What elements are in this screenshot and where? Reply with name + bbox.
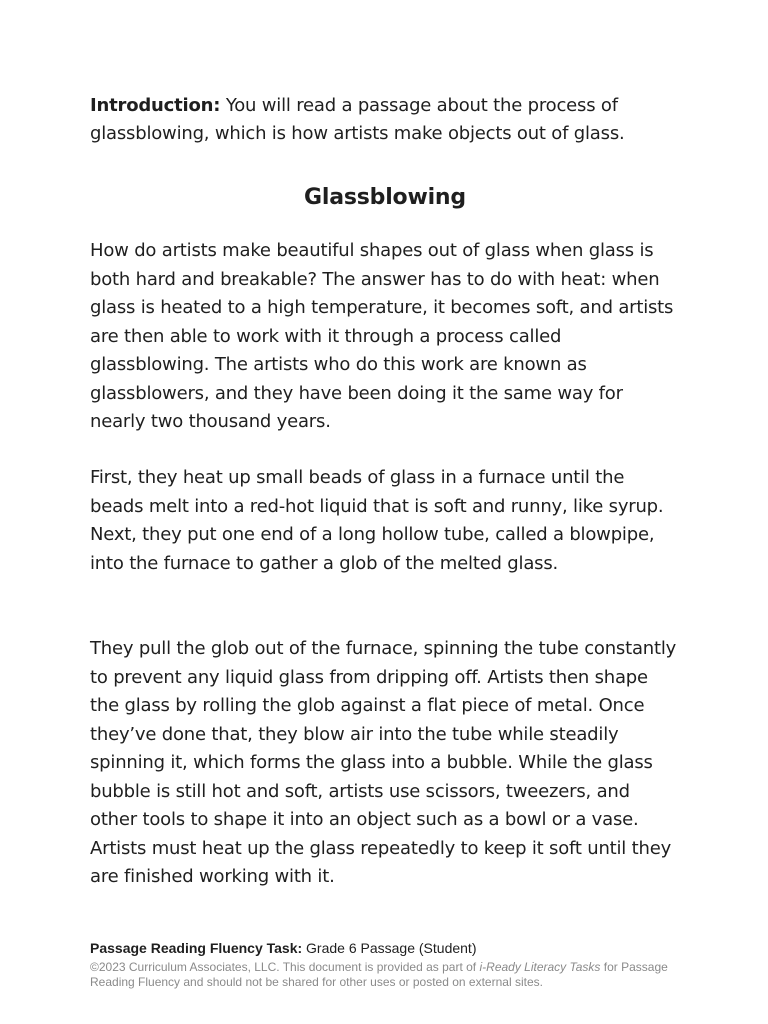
- introduction: [90, 92, 680, 148]
- footer-task-text: Grade 6 Passage (Student): [302, 940, 477, 956]
- passage-paragraph: How do artists make beautiful shapes out of glass when glass is both hard and breakable? The answer has to do with heat: when glass is heated to a high temperature, it becomes soft, and artists are then able to work with it through a process called glassblowing. The artists who do this work are known as glassblowers, and they have been doing it the same way for nearly two thousand years.: [90, 240, 674, 432]
- passage-title: Glassblowing: [304, 185, 466, 210]
- copyright-prefix: ©2023 Curriculum Associates, LLC. This document is provided as part of: [90, 960, 480, 974]
- introduction-text: You will read a passage about the process of glassblowing, which is how artists make objects out of glass.: [90, 95, 625, 144]
- passage-paragraph: They pull the glob out of the furnace, spinning the tube constantly to prevent any liquid glass from dripping off. Artists then shape the glass by rolling the glob against a flat piece of metal. Once they’ve done that, they blow air into the tube while steadily spinning it, which forms the glass into a bubble. While the glass bubble is still hot and soft, artists use scissors, tweezers, and other tools to shape it into an object such as a bowl or a vase. Artists must heat up the glass repeatedly to keep it soft until they are finished working with it.: [90, 638, 677, 887]
- copyright-product: i-Ready Literacy Tasks: [479, 960, 601, 974]
- footer-task-label: Passage Reading Fluency Task:: [90, 940, 303, 956]
- footer-task-line: [90, 938, 680, 958]
- passage-paragraph: First, they heat up small beads of glass in a furnace until the beads melt into a red-hot liquid that is soft and runny, like syrup. Next, they put one end of a long hollow tube, called a blowpipe, into the furnace to gather a glob of the melted glass.: [90, 467, 664, 574]
- page-footer: [90, 938, 680, 990]
- footer-copyright: [90, 960, 680, 990]
- introduction-label: Introduction:: [90, 95, 221, 116]
- copyright-suffix: for Passage Reading Fluency and should not be shared for other uses or posted on external sites.: [90, 960, 668, 989]
